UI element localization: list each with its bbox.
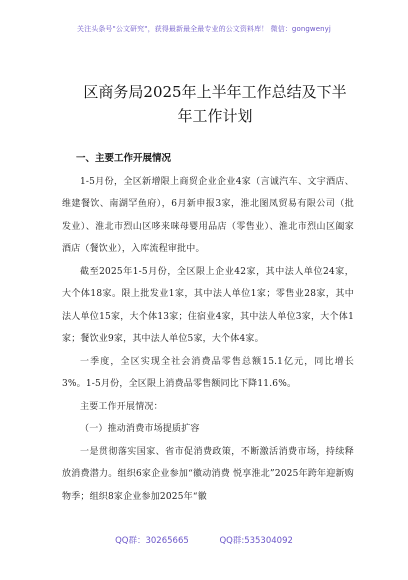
footer-qq-1: QQ群：30265665 — [115, 536, 189, 546]
footer — [0, 534, 408, 546]
paragraph-new-enterprises: 1-5月份，全区新增限上商贸企业企业4家（言诚汽车、文宇酒店、维建餐饮、南湖罕鱼府），6月新申报3家，淮北图凤贸易有限公司（批发业）、淮北市烈山区哆来咪母婴用品店（零售业）、淮北市烈山区阖家酒店（餐饮业），入库流程审批中。 — [62, 176, 354, 254]
footer-qq-2: QQ群:535304092 — [219, 536, 293, 546]
title-line-1: 区商务局2025年上半年工作总结及下半 — [83, 83, 347, 101]
document-title — [70, 80, 360, 128]
paragraph-enterprise-stats: 截至2025年1-5月份，全区限上企业42家，其中法人单位24家，大个体18家。限上批发业1家，其中法人单位1家；零售业28家，其中法人单位15家，大个体13家；住宿业4家，其中法人单位3家，大个体1家；餐饮业9家，其中法人单位5家，大个体4家。 — [62, 266, 354, 344]
paragraph-consumption-policy: 一是贯彻落实国家、省市促消费政策，不断激活消费市场，持续释放消费潜力。组织6家企业参加“徽动消费 悦享淮北”2025年跨年迎新购物季；组织8家企业参加2025年“徽 — [62, 446, 354, 502]
subheading-main-work: 主要工作开展情况： — [80, 401, 163, 412]
title-line-2: 年工作计划 — [177, 107, 253, 125]
header-banner: 关注头条号"公文研究"，获得最新最全最专业的公文资料库！ 微信：gongwenyj — [77, 25, 331, 33]
subheading-consumption-market: （一）推动消费市场提质扩容 — [80, 424, 200, 434]
paragraph-retail-sales: 一季度，全区实现全社会消费品零售总额15.1亿元，同比增长3%。1-5月份，全区限上消费品零售额同比下降11.6%。 — [62, 356, 354, 389]
section-heading-1: 一、主要工作开展情况 — [76, 153, 172, 164]
document-body — [62, 148, 354, 508]
